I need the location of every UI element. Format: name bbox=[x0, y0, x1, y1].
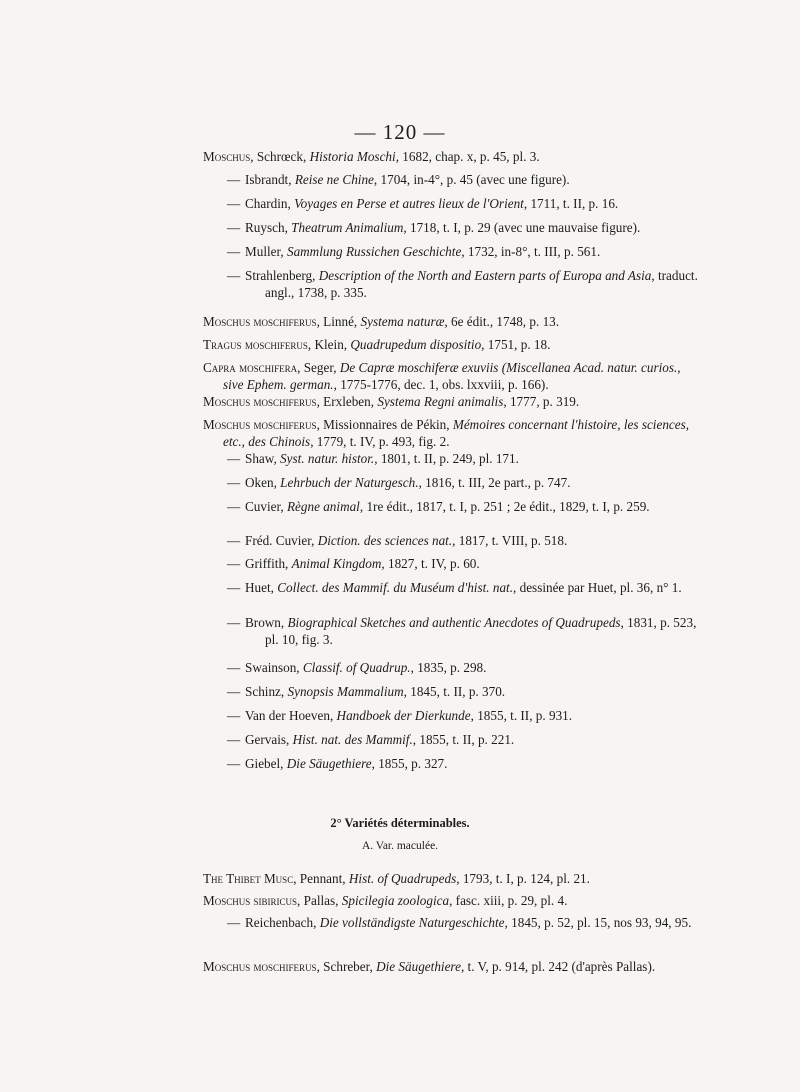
section-subtitle: A. Var. maculée. bbox=[361, 840, 439, 852]
entry-author: , Linné, bbox=[316, 314, 361, 329]
entry-author: Giebel, bbox=[245, 756, 287, 771]
bibliography-entry bbox=[227, 707, 705, 724]
bibliography-entry bbox=[227, 474, 705, 491]
entry-author: Fréd. Cuvier, bbox=[245, 533, 318, 548]
entry-title: Animal Kingdom bbox=[291, 556, 382, 571]
entry-taxon-name: Moschus moschiferus bbox=[203, 417, 317, 432]
ditto-dash: — bbox=[227, 475, 241, 490]
entry-title: Synopsis Mammalium bbox=[287, 684, 404, 699]
entry-author: Oken, bbox=[245, 475, 281, 490]
entry-title: Règne animal bbox=[286, 499, 360, 514]
bibliography-entry bbox=[227, 755, 705, 772]
entry-title: Sammlung Russichen Geschichte bbox=[286, 244, 462, 259]
entry-reference: , 1718, t. I, p. 29 (avec une mauvaise figure). bbox=[403, 220, 641, 235]
bibliography-entry bbox=[203, 148, 703, 165]
bibliography-entry bbox=[203, 336, 703, 353]
entry-reference: , 1845, t. II, p. 370. bbox=[403, 684, 506, 699]
entry-author: Schinz, bbox=[245, 684, 288, 699]
entry-title: De Capræ moschiferæ exuviis (Miscellanea Acad. natur. curios., sive Ephem. german. bbox=[223, 360, 681, 392]
entry-taxon-name: Moschus moschiferus bbox=[203, 959, 317, 974]
entry-title: Systema naturæ bbox=[360, 314, 445, 329]
bibliography-entry bbox=[203, 416, 703, 450]
bibliography-entry bbox=[227, 267, 705, 301]
bibliography-entry bbox=[227, 914, 705, 931]
entry-reference: , 1779, t. IV, p. 493, fig. 2. bbox=[310, 434, 450, 449]
bibliography-entry bbox=[203, 313, 703, 330]
entry-reference: , 1682, chap. x, p. 45, pl. 3. bbox=[395, 149, 540, 164]
entry-reference: , 1817, t. VIII, p. 518. bbox=[452, 533, 568, 548]
ditto-dash: — bbox=[227, 451, 241, 466]
bibliography-entry bbox=[227, 498, 705, 515]
entry-title: Die Säugethiere bbox=[376, 959, 461, 974]
ditto-dash: — bbox=[227, 732, 241, 747]
entry-reference: , 1827, t. IV, p. 60. bbox=[381, 556, 480, 571]
bibliography-entry bbox=[227, 219, 705, 236]
bibliography-entry bbox=[227, 171, 705, 188]
entry-title: Historia Moschi bbox=[309, 149, 396, 164]
entry-reference: , 1775-1776, dec. 1, obs. lxxviii, p. 166). bbox=[333, 377, 549, 392]
entry-taxon-name: Moschus moschiferus bbox=[203, 394, 317, 409]
page-number: — 120 — bbox=[354, 120, 446, 144]
entry-title: Collect. des Mammif. du Muséum d'hist. nat. bbox=[277, 580, 514, 595]
bibliography-entry bbox=[227, 579, 705, 596]
entry-author: , Seger, bbox=[297, 360, 340, 375]
entry-reference: , 1816, t. III, 2e part., p. 747. bbox=[418, 475, 571, 490]
entry-author: Strahlenberg, bbox=[245, 268, 319, 283]
entry-reference: , 1845, p. 52, pl. 15, nos 93, 94, 95. bbox=[504, 915, 692, 930]
bibliography-entry bbox=[227, 683, 705, 700]
entry-reference: , 1855, p. 327. bbox=[371, 756, 448, 771]
ditto-dash: — bbox=[227, 615, 241, 630]
entry-reference: , traduct. angl., 1738, p. 335. bbox=[265, 268, 698, 300]
bibliography-entry bbox=[227, 532, 705, 549]
entry-author: Swainson, bbox=[245, 660, 303, 675]
entry-reference: , 1751, p. 18. bbox=[481, 337, 551, 352]
bibliography-entry bbox=[227, 731, 705, 748]
entry-taxon-name: Tragus moschiferus bbox=[203, 337, 308, 352]
entry-title: Hist. of Quadrupeds bbox=[348, 871, 457, 886]
entry-reference: , 1re édit., 1817, t. I, p. 251 ; 2e édit., 1829, t. I, p. 259. bbox=[359, 499, 650, 514]
entry-author: Isbrandt, bbox=[245, 172, 295, 187]
section-title: 2° Variétés déterminables. bbox=[330, 816, 470, 830]
bibliography-entry bbox=[203, 870, 703, 887]
entry-title: Hist. nat. des Mammif. bbox=[292, 732, 413, 747]
bibliography-entry bbox=[203, 359, 703, 393]
ditto-dash: — bbox=[227, 499, 241, 514]
entry-reference: , 1835, p. 298. bbox=[410, 660, 487, 675]
entry-title: Handboek der Dierkunde bbox=[336, 708, 471, 723]
ditto-dash: — bbox=[227, 580, 241, 595]
ditto-dash: — bbox=[227, 172, 241, 187]
entry-author: , Klein, bbox=[307, 337, 351, 352]
entry-title: Quadrupedum dispositio bbox=[350, 337, 482, 352]
entry-author: Cuvier, bbox=[245, 499, 287, 514]
entry-reference: , 1855, t. II, p. 931. bbox=[470, 708, 573, 723]
entry-title: Reise ne Chine bbox=[294, 172, 374, 187]
ditto-dash: — bbox=[227, 660, 241, 675]
ditto-dash: — bbox=[227, 196, 241, 211]
entry-author: , Erxleben, bbox=[316, 394, 378, 409]
entry-title: Syst. natur. histor. bbox=[280, 451, 375, 466]
entry-title: Systema Regni animalis bbox=[377, 394, 504, 409]
entry-reference: , 1732, in-8°, t. III, p. 561. bbox=[461, 244, 601, 259]
ditto-dash: — bbox=[227, 915, 241, 930]
entry-taxon-name: Moschus bbox=[203, 149, 251, 164]
ditto-dash: — bbox=[227, 533, 241, 548]
entry-reference: , 1704, in-4°, p. 45 (avec une figure). bbox=[373, 172, 570, 187]
entry-title: Die vollständigste Naturgeschichte bbox=[319, 915, 505, 930]
entry-title: Description of the North and Eastern parts of Europa and Asia bbox=[318, 268, 652, 283]
entry-taxon-name: The Thibet Musc bbox=[203, 871, 294, 886]
ditto-dash: — bbox=[227, 244, 241, 259]
entry-author: , Schreber, bbox=[316, 959, 377, 974]
entry-author: Huet, bbox=[245, 580, 278, 595]
bibliography-entry bbox=[203, 892, 703, 909]
entry-reference: , 1801, t. II, p. 249, pl. 171. bbox=[374, 451, 519, 466]
ditto-dash: — bbox=[227, 708, 241, 723]
entry-reference: , dessinée par Huet, pl. 36, n° 1. bbox=[513, 580, 682, 595]
entry-reference: , 1831, p. 523, pl. 10, fig. 3. bbox=[265, 615, 697, 647]
entry-title: Mémoires concernant l'histoire, les sciences, etc., des Chinois bbox=[223, 417, 690, 449]
bibliography-entry bbox=[203, 393, 703, 410]
entry-reference: , 1777, p. 319. bbox=[503, 394, 580, 409]
entry-title: Voyages en Perse et autres lieux de l'Orient bbox=[294, 196, 524, 211]
entry-author: Brown, bbox=[245, 615, 288, 630]
bibliography-entry bbox=[227, 243, 705, 260]
entry-title: Die Säugethiere bbox=[286, 756, 372, 771]
entry-author: Van der Hoeven, bbox=[245, 708, 337, 723]
ditto-dash: — bbox=[227, 756, 241, 771]
bibliography-entry bbox=[203, 958, 703, 975]
entry-author: , Pallas, bbox=[297, 893, 342, 908]
entry-title: Spicilegia zoologica bbox=[341, 893, 450, 908]
entry-author: Chardin, bbox=[245, 196, 295, 211]
entry-author: , Pennant, bbox=[293, 871, 349, 886]
entry-title: Lehrbuch der Naturgesch. bbox=[280, 475, 419, 490]
bibliography-entry bbox=[227, 450, 705, 467]
entry-reference: , 1711, t. II, p. 16. bbox=[523, 196, 619, 211]
entry-title: Classif. of Quadrup. bbox=[302, 660, 411, 675]
entry-reference: , fasc. xiii, p. 29, pl. 4. bbox=[449, 893, 568, 908]
ditto-dash: — bbox=[227, 268, 241, 283]
entry-title: Diction. des sciences nat. bbox=[317, 533, 453, 548]
entry-taxon-name: Capra moschifera bbox=[203, 360, 298, 375]
entry-taxon-name: Moschus moschiferus bbox=[203, 314, 317, 329]
bibliography-entry bbox=[227, 195, 705, 212]
entry-title: Theatrum Animalium bbox=[291, 220, 404, 235]
entry-reference: , t. V, p. 914, pl. 242 (d'après Pallas). bbox=[460, 959, 656, 974]
entry-reference: , 1855, t. II, p. 221. bbox=[412, 732, 515, 747]
ditto-dash: — bbox=[227, 220, 241, 235]
entry-author: Ruysch, bbox=[245, 220, 292, 235]
entry-taxon-name: Moschus sibiricus bbox=[203, 893, 298, 908]
entry-author: Griffith, bbox=[245, 556, 292, 571]
entry-author: Muller, bbox=[245, 244, 287, 259]
entry-author: , Missionnaires de Pékin, bbox=[316, 417, 453, 432]
entry-author: Shaw, bbox=[245, 451, 281, 466]
ditto-dash: — bbox=[227, 684, 241, 699]
bibliography-entry bbox=[227, 659, 705, 676]
entry-title: Biographical Sketches and authentic Anecdotes of Quadrupeds bbox=[287, 615, 621, 630]
entry-reference: , 1793, t. I, p. 124, pl. 21. bbox=[456, 871, 590, 886]
ditto-dash: — bbox=[227, 556, 241, 571]
entry-author: Reichenbach, bbox=[245, 915, 320, 930]
bibliography-entry bbox=[227, 614, 705, 648]
entry-author: , Schrœck, bbox=[250, 149, 310, 164]
entry-author: Gervais, bbox=[245, 732, 293, 747]
entry-reference: , 6e édit., 1748, p. 13. bbox=[444, 314, 560, 329]
bibliography-entry bbox=[227, 555, 705, 572]
